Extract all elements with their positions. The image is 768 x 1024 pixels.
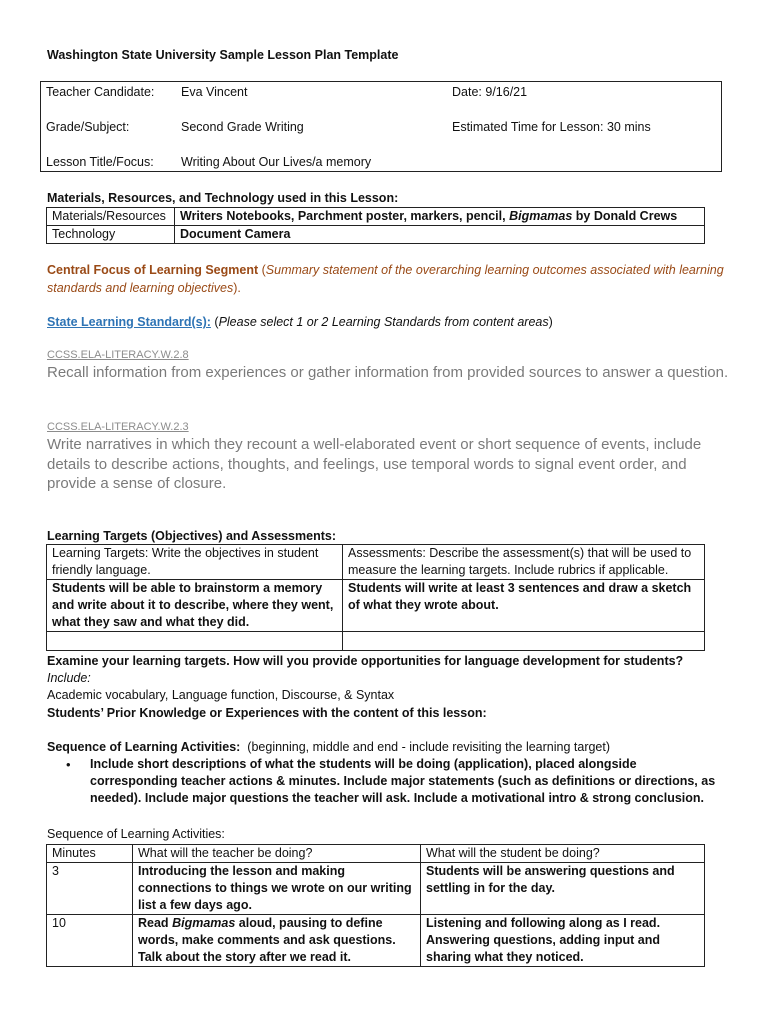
minutes-cell: 3 [47,863,133,915]
prior-knowledge-heading: Students’ Prior Knowledge or Experiences with the content of this lesson: [47,706,487,720]
standards-line: State Learning Standard(s): (Please select 1 or 2 Learning Standards from content areas) [47,315,553,329]
standard-text-1: Recall information from experiences or gather information from provided sources to answer a question. [47,364,729,381]
header-info-box [40,81,722,172]
examine-include-text: Academic vocabulary, Language function, Discourse, & Syntax [47,688,395,702]
teacher-text-post: aloud, pausing to define words, make comments and ask questions. Talk about the story after we read it. [138,916,396,964]
bullet-icon: • [66,757,71,772]
paren-open: ( [261,263,266,277]
col-teacher-header: What will the teacher be doing? [133,845,421,863]
examine-text: Examine your learning targets. How will you provide opportunities for language development for students? [47,654,684,668]
date-value: 9/16/21 [485,85,528,99]
targets-heading: Learning Targets (Objectives) and Assessments: [47,529,336,543]
materials-table [46,207,705,244]
target-cell: Students will be able to brainstorm a memory and write about it to describe, where they went, what they saw and what they did. [47,580,343,632]
time-field [452,119,651,136]
paren-close: ). [233,281,241,295]
minutes-cell: 10 [47,915,133,967]
teacher-value: Eva Vincent [181,85,248,99]
table-row [47,226,705,244]
book-title: Bigmamas [172,916,236,930]
materials-label: Materials/Resources [47,208,175,226]
examine-include-label: Include: [47,671,91,685]
materials-text: Writers Notebooks, Parchment poster, markers, pencil, [180,209,506,223]
table-row [47,845,705,863]
sequence-heading-line [47,739,610,756]
time-label: Estimated Time for Lesson: [452,120,604,134]
examine-paragraph [47,653,717,704]
col-student-header: What will the student be doing? [421,845,705,863]
book-title: Bigmamas [509,209,573,223]
table-row [47,915,705,967]
central-focus [47,261,727,297]
standard-code-2[interactable]: CCSS.ELA-LITERACY.W.2.3 [47,421,189,433]
standards-link[interactable]: State Learning Standard(s): [47,315,211,329]
student-cell: Students will be answering questions and settling in for the day. [421,863,705,915]
table-row [47,545,705,580]
grade-value: Second Grade Writing [181,120,304,134]
teacher-text-pre: Read [138,916,169,930]
standard-code-1[interactable]: CCSS.ELA-LITERACY.W.2.8 [47,349,189,361]
table-row [47,580,705,632]
col-minutes-header: Minutes [47,845,133,863]
date-label: Date: [452,85,482,99]
standard-text-2: Write narratives in which they recount a well-elaborated event or short sequence of events, include details to describe actions, thoughts, and feelings, use temporal words to signal event order, and provide a sense of closure. [47,436,702,492]
lesson-value: Writing About Our Lives/a memory [181,155,372,169]
lesson-label: Lesson Title/Focus: [46,155,154,169]
technology-value: Document Camera [175,226,705,244]
standards-note: Please select 1 or 2 Learning Standards from content areas [218,315,549,329]
table-row [47,863,705,915]
table-row [47,632,705,651]
table-row [47,208,705,226]
central-focus-label: Central Focus of Learning Segment [47,263,259,277]
targets-col1-header: Learning Targets: Write the objectives in student friendly language. [47,545,343,580]
sequence-heading: Sequence of Learning Activities: [47,740,241,754]
materials-author: by Donald Crews [575,209,678,223]
teacher-label: Teacher Candidate: [46,85,155,99]
sequence-heading-note: (beginning, middle and end - include revisiting the learning target) [247,740,611,754]
targets-table [46,544,705,651]
sequence-table-heading: Sequence of Learning Activities: [47,827,225,841]
materials-value [175,208,705,226]
targets-col2-header: Assessments: Describe the assessment(s) that will be used to measure the learning targets. Include rubrics if applicable. [343,545,705,580]
teacher-cell: Introducing the lesson and making connections to things we wrote on our writing list a few days ago. [133,863,421,915]
empty-cell [343,632,705,651]
central-focus-text: Summary statement of the overarching learning outcomes associated with learning standards and learning objectives [47,263,724,295]
document-title: Washington State University Sample Lesson Plan Template [47,48,399,62]
sequence-bullet-text: Include short descriptions of what the students will be doing (application), placed alongside corresponding teacher actions & minutes. Include major statements (such as definitions or directions, as needed). Include major questions the teacher will ask. Include a motivational intro & strong conclusion. [90,757,716,805]
teacher-cell [133,915,421,967]
grade-label: Grade/Subject: [46,120,130,134]
assessment-cell: Students will write at least 3 sentences and draw a sketch of what they wrote about. [343,580,705,632]
materials-heading: Materials, Resources, and Technology used in this Lesson: [47,191,399,205]
student-cell: Listening and following along as I read. Answering questions, adding input and sharing what they noticed. [421,915,705,967]
empty-cell [47,632,343,651]
sequence-table [46,844,705,967]
time-value: 30 mins [606,120,651,134]
date-field [452,84,527,101]
technology-label: Technology [47,226,175,244]
